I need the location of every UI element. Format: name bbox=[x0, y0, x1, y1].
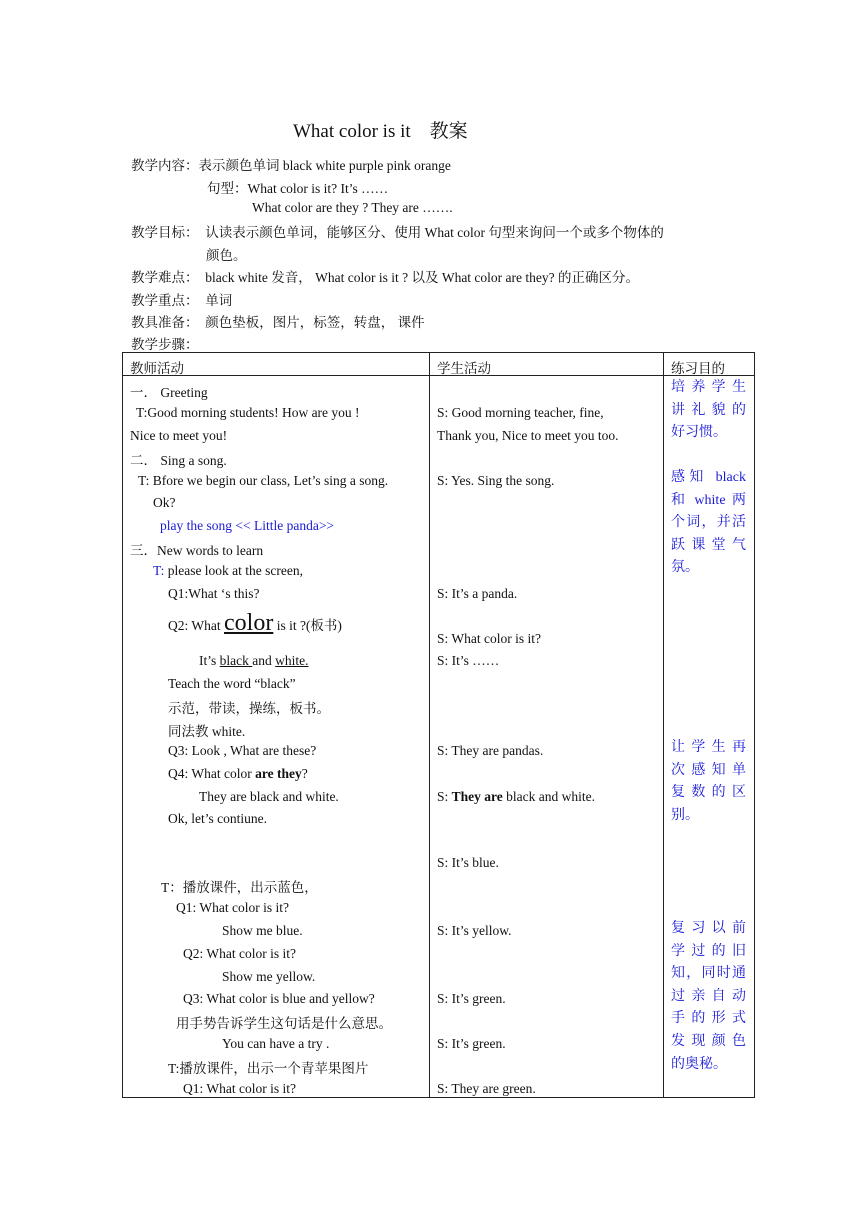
teacher-line: They are black and white. bbox=[199, 789, 339, 804]
table-border-right bbox=[754, 352, 755, 1098]
header-student: 学生活动 bbox=[437, 361, 491, 376]
student-line: S: It’s a panda. bbox=[437, 586, 518, 601]
teacher-line: Show me blue. bbox=[222, 923, 303, 938]
teacher-line-color: Q2: What color is it ?(板书) bbox=[168, 610, 342, 636]
teacher-line: T：播放课件，出示蓝色， bbox=[161, 880, 318, 895]
teacher-line: Show me yellow. bbox=[222, 969, 316, 984]
teacher-line: Q3: Look , What are these? bbox=[168, 743, 317, 758]
student-line: S: Yes. Sing the song. bbox=[437, 473, 555, 488]
section-greeting: 一． Greeting bbox=[130, 385, 208, 400]
teacher-line: T:播放课件，出示一个青苹果图片 bbox=[168, 1061, 369, 1076]
student-line: S: They are black and white. bbox=[437, 789, 595, 804]
teacher-line: 示范，带读，操练，板书。 bbox=[168, 701, 330, 716]
play-song-note: play the song << Little panda>> bbox=[160, 518, 335, 533]
header-teacher: 教师活动 bbox=[130, 361, 184, 376]
title-cn: 教案 bbox=[429, 121, 468, 142]
teacher-line: Nice to meet you! bbox=[130, 428, 228, 443]
student-line: S: What color is it? bbox=[437, 631, 541, 646]
teacher-line: Q1: What color is it? bbox=[176, 900, 289, 915]
table-col-divider-1 bbox=[429, 352, 430, 1098]
table-border-bottom bbox=[122, 1097, 755, 1098]
prep-label: 教具准备： bbox=[131, 315, 199, 330]
teacher-line: Q2: What color is it? bbox=[183, 946, 296, 961]
key-label: 教学重点： bbox=[131, 293, 199, 308]
student-line: S: It’s green. bbox=[437, 991, 506, 1006]
teacher-line: 同法教 white. bbox=[168, 724, 246, 739]
teacher-line: Q3: What color is blue and yellow? bbox=[183, 991, 375, 1006]
teacher-line: It’s black and white. bbox=[199, 653, 309, 668]
header-purpose: 练习目的 bbox=[671, 361, 725, 376]
teacher-line: 用手势告诉学生这句话是什么意思。 bbox=[176, 1016, 392, 1031]
student-line: S: It’s green. bbox=[437, 1036, 506, 1051]
pattern-row bbox=[207, 177, 388, 197]
goal-row bbox=[131, 221, 664, 241]
section-sing: 二． Sing a song. bbox=[130, 453, 227, 468]
pattern-2: What color are they ? They are ……. bbox=[252, 200, 453, 215]
teacher-line: Q1:What ‘s this? bbox=[168, 586, 260, 601]
section-new-words: 三．New words to learn bbox=[130, 543, 264, 558]
goal-1: 认读表示颜色单词，能够区分、使用 What color 句型来询问一个或多个物体的 bbox=[205, 225, 664, 240]
purpose-politeness: 培养学生 讲礼貌的 好习惯。 bbox=[671, 380, 746, 441]
teacher-line: T: please look at the screen, bbox=[153, 563, 304, 578]
difficulty-value: black white 发音， What color is it ? 以及 What color are they? 的正确区分。 bbox=[205, 270, 640, 285]
steps-label: 教学步骤： bbox=[131, 337, 199, 352]
teacher-prefix: T: bbox=[153, 563, 165, 578]
difficulty-label: 教学难点： bbox=[131, 270, 199, 285]
student-line: S: It’s blue. bbox=[437, 855, 499, 870]
student-line: S: They are pandas. bbox=[437, 743, 544, 758]
difficulty-row bbox=[131, 266, 639, 286]
student-line: S: They are green. bbox=[437, 1081, 536, 1096]
teacher-line: Q1: What color is it? bbox=[183, 1081, 296, 1096]
teacher-line: Ok? bbox=[153, 495, 176, 510]
table-border-top bbox=[122, 352, 755, 353]
student-line: S: Good morning teacher, fine, bbox=[437, 405, 604, 420]
key-value: 单词 bbox=[205, 293, 233, 308]
purpose-review: 复习以前 学过的旧 知，同时通 过亲自动 手的形式 发现颜色 的奥秘。 bbox=[671, 921, 746, 1072]
purpose-black-white: 感知 black 和 white 两 个词，并活 跃课堂气 氛。 bbox=[671, 470, 746, 576]
teacher-line: Ok, let’s contiune. bbox=[168, 811, 267, 826]
student-line: S: It’s …… bbox=[437, 653, 500, 668]
student-line: Thank you, Nice to meet you too. bbox=[437, 428, 619, 443]
prep-value: 颜色垫板，图片，标签，转盘， 课件 bbox=[205, 315, 425, 330]
prep-row bbox=[131, 311, 425, 331]
purpose-singular-plural: 让学生再 次感知单 复数的区 别。 bbox=[671, 740, 746, 823]
title-en: What color is it bbox=[293, 121, 411, 142]
pattern-label: 句型： bbox=[207, 181, 248, 196]
table-border-left bbox=[122, 352, 123, 1098]
teacher-line: Q4: What color are they? bbox=[168, 766, 308, 781]
color-word-board: color bbox=[224, 610, 274, 636]
teacher-line: T: Bfore we begin our class, Let’s sing a song. bbox=[138, 473, 389, 488]
goal-2: 颜色。 bbox=[206, 248, 247, 263]
pattern-1: What color is it? It’s …… bbox=[247, 181, 389, 196]
key-row bbox=[131, 289, 232, 309]
table-col-divider-2 bbox=[663, 352, 664, 1098]
content-label: 教学内容： bbox=[131, 158, 199, 173]
content-value: 表示颜色单词 black white purple pink orange bbox=[198, 158, 451, 173]
page-title bbox=[293, 116, 468, 143]
student-line: S: It’s yellow. bbox=[437, 923, 512, 938]
teacher-line: T:Good morning students! How are you ! bbox=[136, 405, 360, 420]
teacher-line: You can have a try . bbox=[222, 1036, 330, 1051]
content-row bbox=[131, 154, 451, 174]
teacher-line: Teach the word “black” bbox=[168, 676, 296, 691]
goal-label: 教学目标： bbox=[131, 225, 199, 240]
